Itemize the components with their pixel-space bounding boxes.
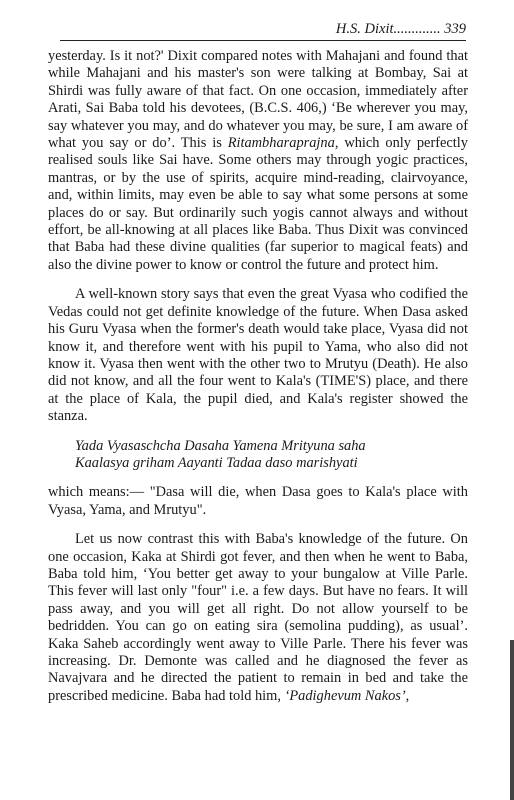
running-header: [60, 18, 466, 41]
paragraph-4: [48, 531, 468, 705]
paragraph-1-text-a: yesterday. Is it not?' Dixit compared notes with Mahajani and found that while Mahajani and his master's son were talking at Bombay, Sai at Shirdi was fully aware of that fact. On one occasion, immediately after Arati, Sai Baba told his devotees, (B.C.S. 406,) ‘Be wherever you may, say whatever you may, and do whatever you may, be sure, I am aware of what you say or do’. This is: [48, 48, 468, 152]
paragraph-4-text-a: Let us now contrast this with Baba's knowledge of the future. On one occasion, Kaka at Shirdi got fever, and then when he went to Baba, Baba told him, ‘You better get away to your bungalow at Ville Parle. This fever will last only "four" i.e. a few days. But have no fears. It will pass away, and you will get all right. Do not allow yourself to be bedridden. You can go on eating sira (semolina pudding), as usual’. Kaka Saheb accordingly went away to Ville Parle. There his fever was increasing. Dr. Demonte was called and he diagnosed the fever as Navajvara and he directed the patient to remain in bed and take the prescribed medicine. Baba had told him,: [48, 531, 468, 704]
paragraph-3: which means:— "Dasa will die, when Dasa goes to Kala's place with Vyasa, Yama, and Mrutyu".: [48, 484, 468, 518]
verse-stanza: [75, 438, 468, 473]
paragraph-1-text-b: , which only perfectly realised souls like Sai have. Some others may through yogic practices, mantras, or by the use of spirits, acquire mind-reading, clairvoyance, and, within limits, may even be able to say what some persons at some places do or say. But ordinarily such yogis cannot always and without effort, be all-knowing at all places like Baba. Thus Dixit was convinced that Baba had these divine qualities (far superior to magical feats) and also the divine power to know or control the future and protect him.: [48, 135, 468, 273]
paragraph-4-emphasis: ‘Padighevum Nakos’: [284, 687, 406, 704]
running-title: H.S. Dixit............. 339: [335, 21, 466, 37]
paragraph-4-text-b: ,: [405, 687, 410, 704]
verse-line-2: Kaalasya griham Aayanti Tadaa daso marishyati: [75, 454, 358, 471]
paragraph-1-emphasis: Ritambharaprajna: [227, 135, 335, 152]
verse-line-1: Yada Vyasaschcha Dasaha Yamena Mrityuna saha: [75, 437, 366, 454]
paragraph-1: [48, 48, 468, 274]
paragraph-2: A well-known story says that even the great Vyasa who codified the Vedas could not get definite knowledge of the future. When Dasa asked his Guru Vyasa when the former's death would take place, Vyasa did not know it, and therefore went with his pupil to Yama, who also did not know it. Vyasa then went with the other two to Mrutyu (Death). He also did not know, and all the four went to Kala's (TIME'S) place, and there at the place of Kala, the pupil died, and Kala's register showed the stanza.: [48, 286, 468, 425]
page-body: [48, 48, 468, 705]
page-edge-shadow: [510, 640, 514, 800]
